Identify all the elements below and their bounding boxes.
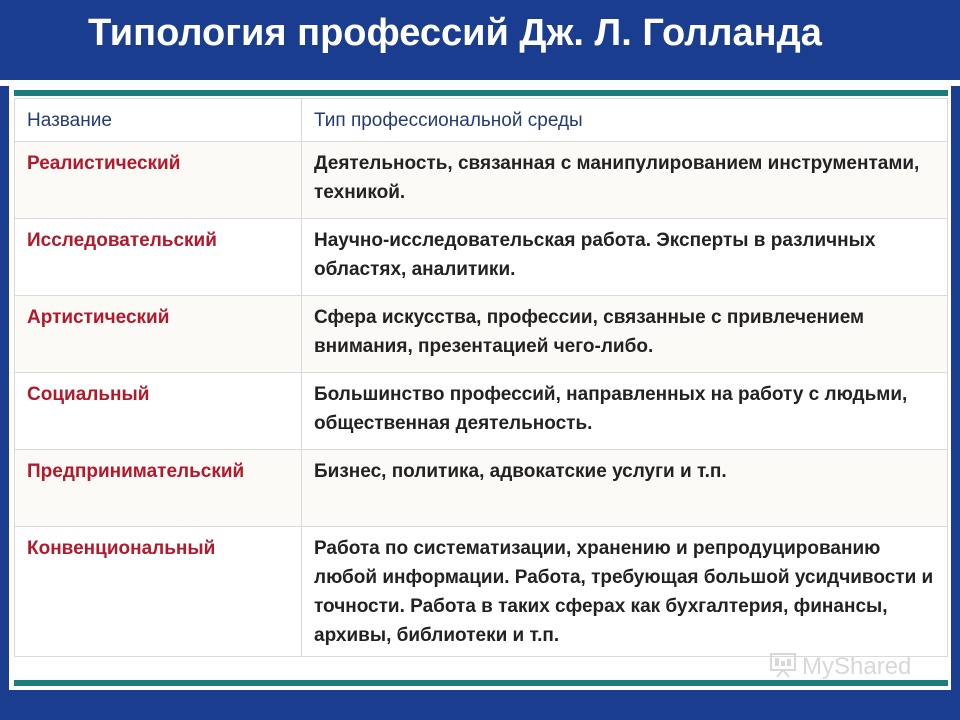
title-banner xyxy=(0,0,960,80)
table-row xyxy=(15,450,948,527)
table-row xyxy=(15,219,948,296)
type-description: Сфера искусства, профессии, связанные с привлечением внимания, презентацией чего-либо. xyxy=(302,296,948,373)
table-row xyxy=(15,527,948,657)
right-frame-border xyxy=(951,86,960,720)
banner-gap xyxy=(0,80,960,86)
table-row xyxy=(15,373,948,450)
type-description: Деятельность, связанная с манипулированием инструментами, техникой. xyxy=(302,142,948,219)
holland-typology-table xyxy=(14,98,948,657)
type-name: Конвенциональный xyxy=(15,527,302,657)
type-description: Бизнес, политика, адвокатские услуги и т.п. xyxy=(302,450,948,527)
myshared-watermark xyxy=(768,652,911,681)
header-environment-type: Тип профессиональной среды xyxy=(302,99,948,142)
slide-title: Типология профессий Дж. Л. Голланда xyxy=(88,12,822,54)
type-name: Артистический xyxy=(15,296,302,373)
table-header-row xyxy=(15,99,948,142)
type-description: Большинство профессий, направленных на работу с людьми, общественная деятельность. xyxy=(302,373,948,450)
type-description: Работа по систематизации, хранению и репродуцированию любой информации. Работа, требующая большой усидчивости и точности. Работа в таких сферах как бухгалтерия, финансы, архивы, библиотеки и т.п. xyxy=(302,527,948,657)
top-accent-line xyxy=(14,90,948,96)
left-frame-border xyxy=(0,86,9,720)
header-name: Название xyxy=(15,99,302,142)
watermark-text: MyShared xyxy=(802,653,912,680)
type-name: Исследовательский xyxy=(15,219,302,296)
table-row xyxy=(15,296,948,373)
type-name: Социальный xyxy=(15,373,302,450)
presentation-board-icon xyxy=(768,652,798,678)
type-name: Предпринимательский xyxy=(15,450,302,527)
table-row xyxy=(15,142,948,219)
type-description: Научно-исследовательская работа. Эксперты в различных областях, аналитики. xyxy=(302,219,948,296)
bottom-frame-border xyxy=(0,690,960,720)
type-name: Реалистический xyxy=(15,142,302,219)
